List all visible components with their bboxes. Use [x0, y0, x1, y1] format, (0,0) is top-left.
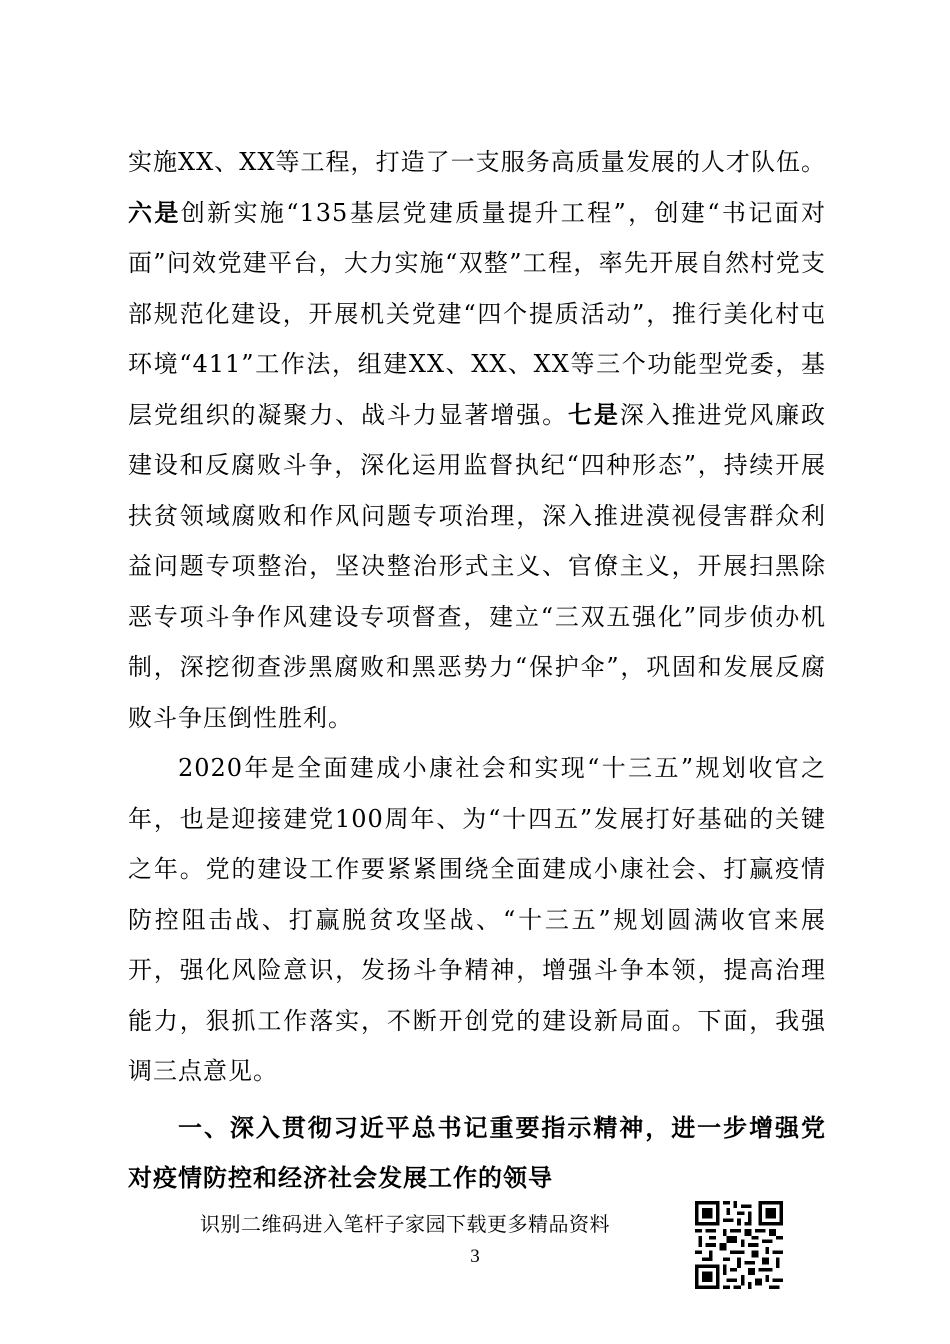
paragraph-1-text-a: 实施XX、XX等工程，打造了一支服务高质量发展的人才队伍。: [128, 148, 826, 176]
qr-code-icon: [695, 1201, 783, 1289]
paragraph-1-text-c: 深入推进党风廉政建设和反腐败斗争，深化运用监督执纪“四种形态”，持续开展扶贫领域腐败和作风问题专项治理，深入推进漠视侵害群众利益问题专项整治，坚决整治形式主义、官僚主义，开展扫黑除恶专项斗争作风建设专项督查，建立“三双五强化”同步侦办机制，深挖彻查涉黑腐败和黑恶势力“保护伞”，巩固和发展反腐败斗争压倒性胜利。: [128, 400, 827, 732]
paragraph-1-text-b: 创新实施“135基层党建质量提升工程”，创建“书记面对面”问效党建平台，大力实施“双整”工程，率先开展自然村党支部规范化建设，开展机关党建“四个提质活动”，推行美化村屯环境“411”工作法，组建XX、XX、XX等三个功能型党委，基层党组织的凝聚力、战斗力显著增强。: [128, 198, 826, 429]
footer-promo-text: 识别二维码进入笔杆子家园下载更多精品资料: [200, 1212, 610, 1236]
section-heading: 一、深入贯彻习近平总书记重要指示精神，进一步增强党对疫情防控和经济社会发展工作的领导: [128, 1113, 826, 1192]
paragraph-2: 2020年是全面建成小康社会和实现“十三五”规划收官之年，也是迎接建党100周年、为“十四五”发展打好基础的关键之年。党的建设工作要紧紧围绕全面建成小康社会、打赢疫情防控阻击战、打赢脱贫攻坚战、“十三五”规划圆满收官来展开，强化风险意识，发扬斗争精神，增强斗争本领，提高治理能力，狠抓工作落实，不断开创党的建设新局面。下面，我强调三点意见。: [128, 754, 826, 1085]
paragraph-1: [128, 137, 826, 743]
page-number: 3: [470, 1246, 480, 1267]
document-body: [128, 137, 826, 1204]
label-seven: 七是: [568, 400, 620, 429]
label-six: 六是: [128, 198, 181, 227]
